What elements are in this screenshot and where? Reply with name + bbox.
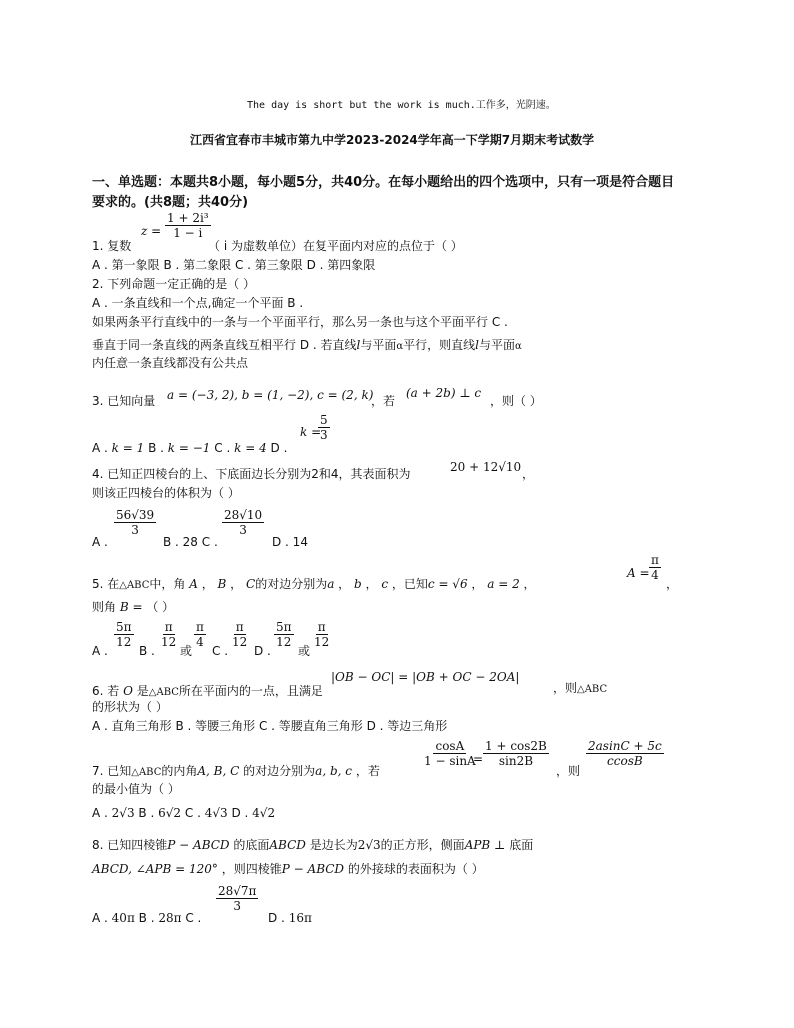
q8-stem3: 是边长为	[309, 838, 358, 852]
q5-opt-a-den: 12	[116, 635, 132, 649]
q7-f2-num: 1 + cos2B	[485, 739, 547, 753]
q7-stem2: 的内角	[161, 764, 198, 778]
q5-stem: 5. 在	[92, 577, 120, 591]
q5-opt-b-den2: 4	[196, 635, 204, 649]
q5-tri: △ABC	[119, 580, 150, 591]
q7-angles: A, B, C	[197, 764, 240, 778]
q5-side-c: c	[381, 577, 389, 591]
q2-alpha-2: α	[515, 341, 522, 352]
q5-a-val: a = 2	[487, 577, 520, 591]
q8-opt-b: 28π	[158, 911, 182, 925]
section-heading-line1: 一、单选题：本题共8小题，每小题5分，共40分。在每小题给出的四个选项中，只有一项是符合题目	[92, 175, 675, 190]
q8-stem5: 底面	[509, 838, 534, 852]
q4-opt-b: B . 28 C .	[163, 535, 218, 549]
q7-opt-d: 4√2	[252, 806, 276, 820]
q8-opt-c-label: C .	[185, 911, 202, 925]
q1-fraction	[165, 211, 211, 240]
q3-opt-a: k = 1	[111, 441, 145, 455]
q5-opt-b-or: 或	[180, 644, 193, 658]
q5-known: ，已知	[391, 577, 428, 591]
q5-opt-d-frac2	[312, 620, 331, 649]
q1-options: A . 第一象限 B . 第二象限 C . 第三象限 D . 第四象限	[92, 258, 376, 272]
q7-line1	[92, 764, 380, 780]
q8-line1	[92, 838, 533, 852]
q8-opt-d: 16π	[288, 911, 312, 925]
q5-opt-d-num1: 5π	[276, 620, 292, 634]
q3-opt-a-label: A .	[92, 441, 108, 455]
q7-eq: =	[473, 752, 484, 766]
q8-side: 2√3	[357, 838, 381, 852]
q1-stem: 1. 复数	[92, 239, 132, 253]
q1-stem-end: （ i 为虚数单位）在复平面内对应的点位于（ ）	[208, 239, 463, 253]
q1-frac-den: 1 − i	[173, 226, 203, 240]
q6-stem4: 的形状为（ ）	[92, 700, 168, 714]
q3-opt-d-k: k =	[300, 425, 322, 439]
q5-ask2: （ ）	[146, 600, 175, 614]
q5-side-b: b	[354, 577, 362, 591]
q5-opt-a-num: 5π	[116, 620, 132, 634]
q8-line2d: 的外接球的表面积为（ ）	[347, 862, 484, 876]
q7-opt-a-label: A .	[92, 806, 108, 820]
q2-option-d: 内任意一条直线都没有公共点	[92, 356, 249, 370]
q2-option-c-text4: 与平面	[478, 338, 515, 352]
q7-opt-d-label: D .	[231, 806, 249, 820]
q7-frac2	[483, 739, 549, 768]
q4-opt-c-frac	[222, 508, 264, 537]
q7-stem4: ，若	[355, 764, 380, 778]
q7-opt-b-label: B .	[138, 806, 155, 820]
q8-perp: APB ⊥	[464, 838, 506, 852]
q7-opt-c: 4√3	[204, 806, 228, 820]
q7-f3-num: 2asinC + 5c	[588, 739, 662, 753]
q4-opt-c-den: 3	[239, 523, 247, 537]
q7-opt-b: 6√2	[158, 806, 182, 820]
q8-line2b: ，则四棱锥	[221, 862, 282, 876]
q8-opt-d-label: D .	[268, 911, 285, 925]
q3-opt-b: k = −1	[167, 441, 211, 455]
q6-line1	[92, 684, 323, 700]
q2-option-a: A . 一条直线和一个点,确定一个平面 B .	[92, 296, 304, 310]
q7-frac3	[586, 739, 664, 768]
q5-line1: 5. 在△ABC中，角 A ， B ， C的对边分别为a ， b ， c ，已知c = √6 ， a = 2 ，	[92, 577, 536, 591]
q3-vectors: a = (−3, 2), b = (1, −2), c = (2, k)	[167, 388, 374, 402]
q5-A-num: π	[651, 553, 659, 567]
q6-stem: 6. 若	[92, 684, 120, 698]
q5-A-eq: A =	[627, 566, 650, 580]
q5-opt-d-or: 或	[298, 644, 311, 658]
q7-stem3: 的对边分别为	[243, 764, 316, 778]
q8-opt-c-den: 3	[233, 899, 242, 913]
q4-stem2: ，	[522, 467, 535, 481]
q7-f1-den: 1 − sinA	[424, 754, 476, 768]
q7-opt-c-label: C .	[184, 806, 201, 820]
q2-option-c	[92, 338, 522, 354]
q5-A-frac	[649, 553, 661, 582]
q2-stem: 2. 下列命题一定正确的是（ ）	[92, 277, 256, 291]
q8-pyr: P − ABCD	[167, 838, 230, 852]
q7-then: ，则	[556, 764, 581, 778]
q8-opt-c-frac	[216, 884, 258, 913]
q7-f2-den: sin2B	[498, 754, 534, 768]
q7-frac1	[422, 739, 478, 768]
q8-stem4: 的正方形，侧面	[380, 838, 465, 852]
q3-mid: ，若	[371, 394, 396, 408]
q7-f1-num: cosA	[435, 739, 465, 753]
q7-options	[92, 806, 275, 820]
q4-opt-c-num: 28√10	[224, 508, 263, 522]
q3-opt-c: k = 4	[234, 441, 267, 455]
q5-opt-c-num: π	[235, 620, 244, 634]
q3-opt-d-den: 3	[320, 428, 328, 442]
q1-frac-num: 1 + 2i³	[167, 211, 209, 225]
q3-condition: (a + 2b) ⊥ c	[406, 386, 482, 400]
q6-stem3: 所在平面内的一点，且满足	[178, 684, 323, 698]
q5-opt-d-label: D .	[254, 644, 271, 658]
q5-opt-b-num1: π	[164, 620, 173, 634]
q6-tri: △ABC	[148, 687, 179, 698]
q8-opt-a: 40π	[111, 911, 135, 925]
q3-opt-c-label: C .	[214, 441, 231, 455]
q5-opt-d-den2: 12	[314, 635, 330, 649]
q4-area: 20 + 12√10	[450, 460, 522, 474]
q3-opt-b-label: B .	[148, 441, 164, 455]
q5-opt-a-label: A .	[92, 644, 108, 658]
q3-options	[92, 441, 287, 455]
q2-option-c-text3: 平行，则直线	[403, 338, 476, 352]
q4-opt-a-frac	[114, 508, 156, 537]
q8-line2a: ABCD, ∠APB = 120°	[92, 862, 218, 876]
q8-opt-a-label: A .	[92, 911, 108, 925]
q2-l-2: l	[475, 338, 479, 352]
q6-end-text: ，则	[553, 681, 578, 695]
q6-O: O	[123, 684, 133, 698]
q2-l-1: l	[356, 338, 361, 352]
q5-opt-c-frac	[230, 620, 249, 649]
q5-opt-b-label: B .	[139, 644, 155, 658]
q7-sides: a, b, c	[315, 764, 352, 778]
q3-stem: 3. 已知向量	[92, 394, 156, 408]
q8-opt-b-label: B .	[138, 911, 155, 925]
q5-A-den: 4	[651, 568, 659, 582]
q7-tri: △ABC	[131, 767, 162, 778]
q8-line2c: P − ABCD	[281, 862, 345, 876]
q5-ask-text: 则角	[92, 600, 117, 614]
q5-sides: 的对边分别为	[255, 577, 328, 591]
q5-opt-d-den1: 12	[276, 635, 292, 649]
q6-condition: |OB − OC| = |OB + OC − 2OA|	[331, 670, 520, 684]
q3-opt-d-frac	[318, 413, 330, 442]
q5-side-a: a	[327, 577, 335, 591]
q4-stem: 4. 已知正四棱台的上、下底面边长分别为2和4，其表面积为	[92, 467, 411, 481]
q5-opt-a-frac	[114, 620, 134, 649]
q5-opt-b-frac2	[194, 620, 206, 649]
q5-angle-b: B	[217, 577, 227, 591]
q8-line2	[92, 862, 484, 876]
q8-stem: 8. 已知四棱锥	[92, 838, 168, 852]
q2-option-c-text2: 与平面	[360, 338, 397, 352]
q5-c-val: c = √6	[427, 577, 468, 591]
motto: The day is short but the work is much.工作多，光阴速。	[247, 100, 556, 111]
q5-opt-b-num2: π	[196, 620, 204, 634]
q4-opt-a-num: 56√39	[116, 508, 155, 522]
q6-end	[553, 681, 607, 697]
q2-option-c-text: 垂直于同一条直线的两条直线互相平行 D . 若直线	[92, 338, 357, 352]
q4-stem3: 则该正四棱台的体积为（ ）	[92, 486, 240, 500]
q7-ask: 的最小值为（ ）	[92, 782, 180, 796]
q3-end: ，则（ ）	[490, 394, 542, 408]
q7-opt-a: 2√3	[111, 806, 135, 820]
q3-opt-d-label: D .	[270, 441, 288, 455]
section-heading-line2: 要求的。(共8题；共40分)	[92, 195, 249, 210]
q8-stem2: 的底面	[233, 838, 270, 852]
q2-option-b: 如果两条平行直线中的一条与一个平面平行，那么另一条也与这个平面平行 C .	[92, 315, 508, 329]
q5-B-eq: B =	[119, 600, 143, 614]
q8-opt-c-num: 28√7π	[218, 884, 257, 898]
q5-ask	[92, 600, 174, 614]
q4-opt-a-den: 3	[131, 523, 139, 537]
page-title: 江西省宜春市丰城市第九中学2023-2024学年高一下学期7月期末考试数学	[190, 133, 595, 147]
q2-alpha-1: α	[396, 341, 404, 352]
q4-opt-d: D . 14	[272, 535, 308, 549]
q4-opt-a-label: A .	[92, 535, 108, 549]
q7-f3-den: ccosB	[607, 754, 643, 768]
q6-tri-2: △ABC	[577, 684, 608, 695]
q5-opt-c-den: 12	[232, 635, 248, 649]
q8-base: ABCD	[269, 838, 306, 852]
q6-options: A . 直角三角形 B . 等腰三角形 C . 等腰直角三角形 D . 等边三角形	[92, 719, 448, 733]
q5-angle-a: A	[189, 577, 198, 591]
q5-opt-c-label: C .	[212, 644, 229, 658]
q5-opt-b-frac1	[159, 620, 178, 649]
q1-z-eq: z =	[141, 224, 162, 238]
q5-opt-d-frac1	[274, 620, 294, 649]
q8-options-ab	[92, 911, 201, 925]
q5-opt-d-num2: π	[317, 620, 326, 634]
q6-stem2: 是	[136, 684, 149, 698]
q7-stem: 7. 已知	[92, 764, 132, 778]
q5-angle-c: C	[246, 577, 256, 591]
q3-opt-d-num: 5	[320, 413, 328, 427]
q8-opt-d-wrap	[268, 911, 312, 925]
q5-stem2: 中，角	[149, 577, 186, 591]
q5-opt-b-den1: 12	[161, 635, 177, 649]
